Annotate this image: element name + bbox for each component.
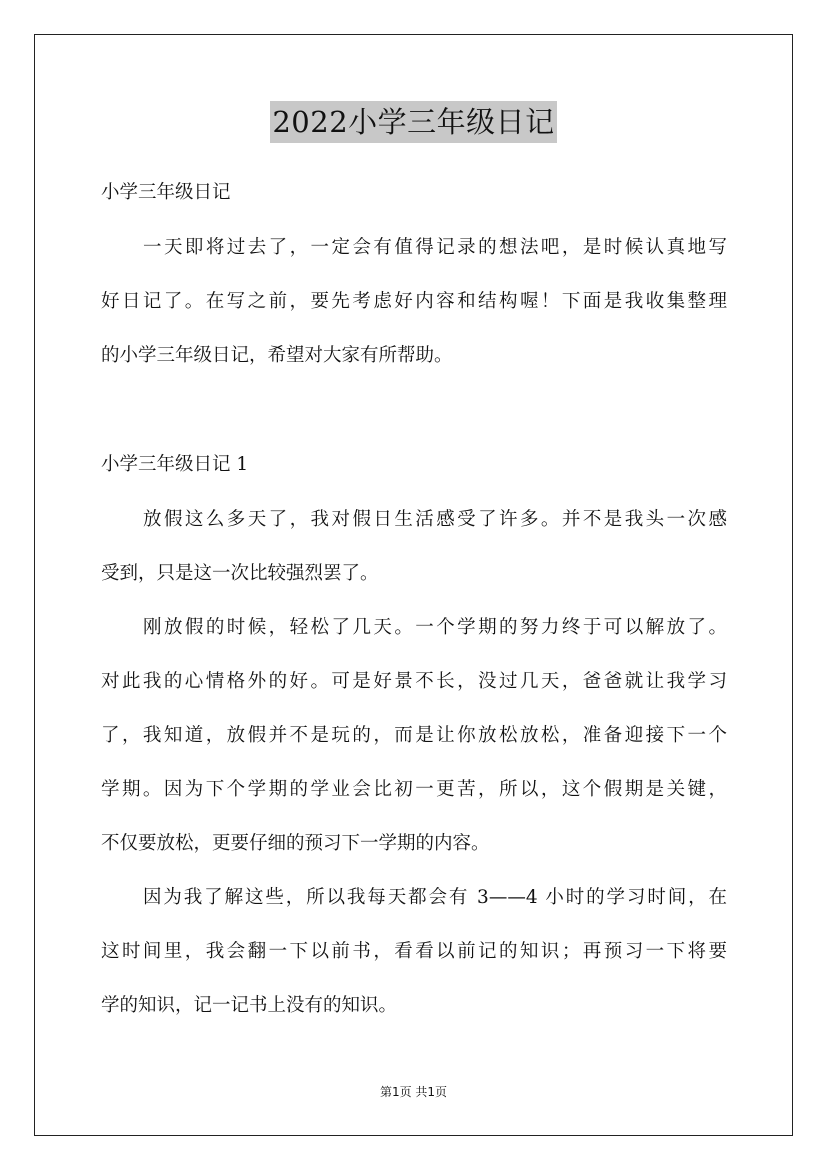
- page-footer: 第1页 共1页: [379, 1085, 448, 1099]
- para1-line-2: 受到，只是这一次比较强烈罢了。: [101, 563, 379, 584]
- para2-line-3: 了，我知道，放假并不是玩的，而是让你放松放松，准备迎接下一个: [101, 725, 727, 746]
- paragraph-1: [101, 507, 727, 615]
- subheading: 小学三年级日记: [101, 182, 231, 203]
- para2-line-4: 学期。因为下个学期的学业会比初一更苦，所以，这个假期是关键，: [101, 779, 727, 800]
- intro-paragraph: [101, 235, 727, 397]
- intro-line-3: 的小学三年级日记，希望对大家有所帮助。: [101, 345, 453, 366]
- paragraph-3: [101, 885, 727, 1047]
- paragraph-2: [101, 615, 727, 885]
- para2-line-5: 不仅要放松，更要仔细的预习下一学期的内容。: [101, 833, 490, 854]
- document-title: 2022小学三年级日记: [270, 101, 556, 143]
- title-container: [0, 101, 827, 143]
- para3-line-2: 这时间里，我会翻一下以前书，看看以前记的知识；再预习一下将要: [101, 941, 727, 962]
- para1-line-1: 放假这么多天了，我对假日生活感受了许多。并不是我头一次感: [143, 509, 727, 530]
- para3-line-3: 学的知识，记一记书上没有的知识。: [101, 995, 398, 1016]
- para3-line-1: 因为我了解这些，所以我每天都会有 3——4 小时的学习时间，在: [143, 887, 727, 908]
- section-heading: 小学三年级日记 1: [101, 454, 249, 475]
- para2-line-2: 对此我的心情格外的好。可是好景不长，没过几天，爸爸就让我学习: [101, 671, 727, 692]
- intro-line-1: 一天即将过去了，一定会有值得记录的想法吧，是时候认真地写: [143, 237, 727, 258]
- para2-line-1: 刚放假的时候，轻松了几天。一个学期的努力终于可以解放了。: [143, 617, 727, 638]
- intro-line-2: 好日记了。在写之前，要先考虑好内容和结构喔！下面是我收集整理: [101, 291, 727, 312]
